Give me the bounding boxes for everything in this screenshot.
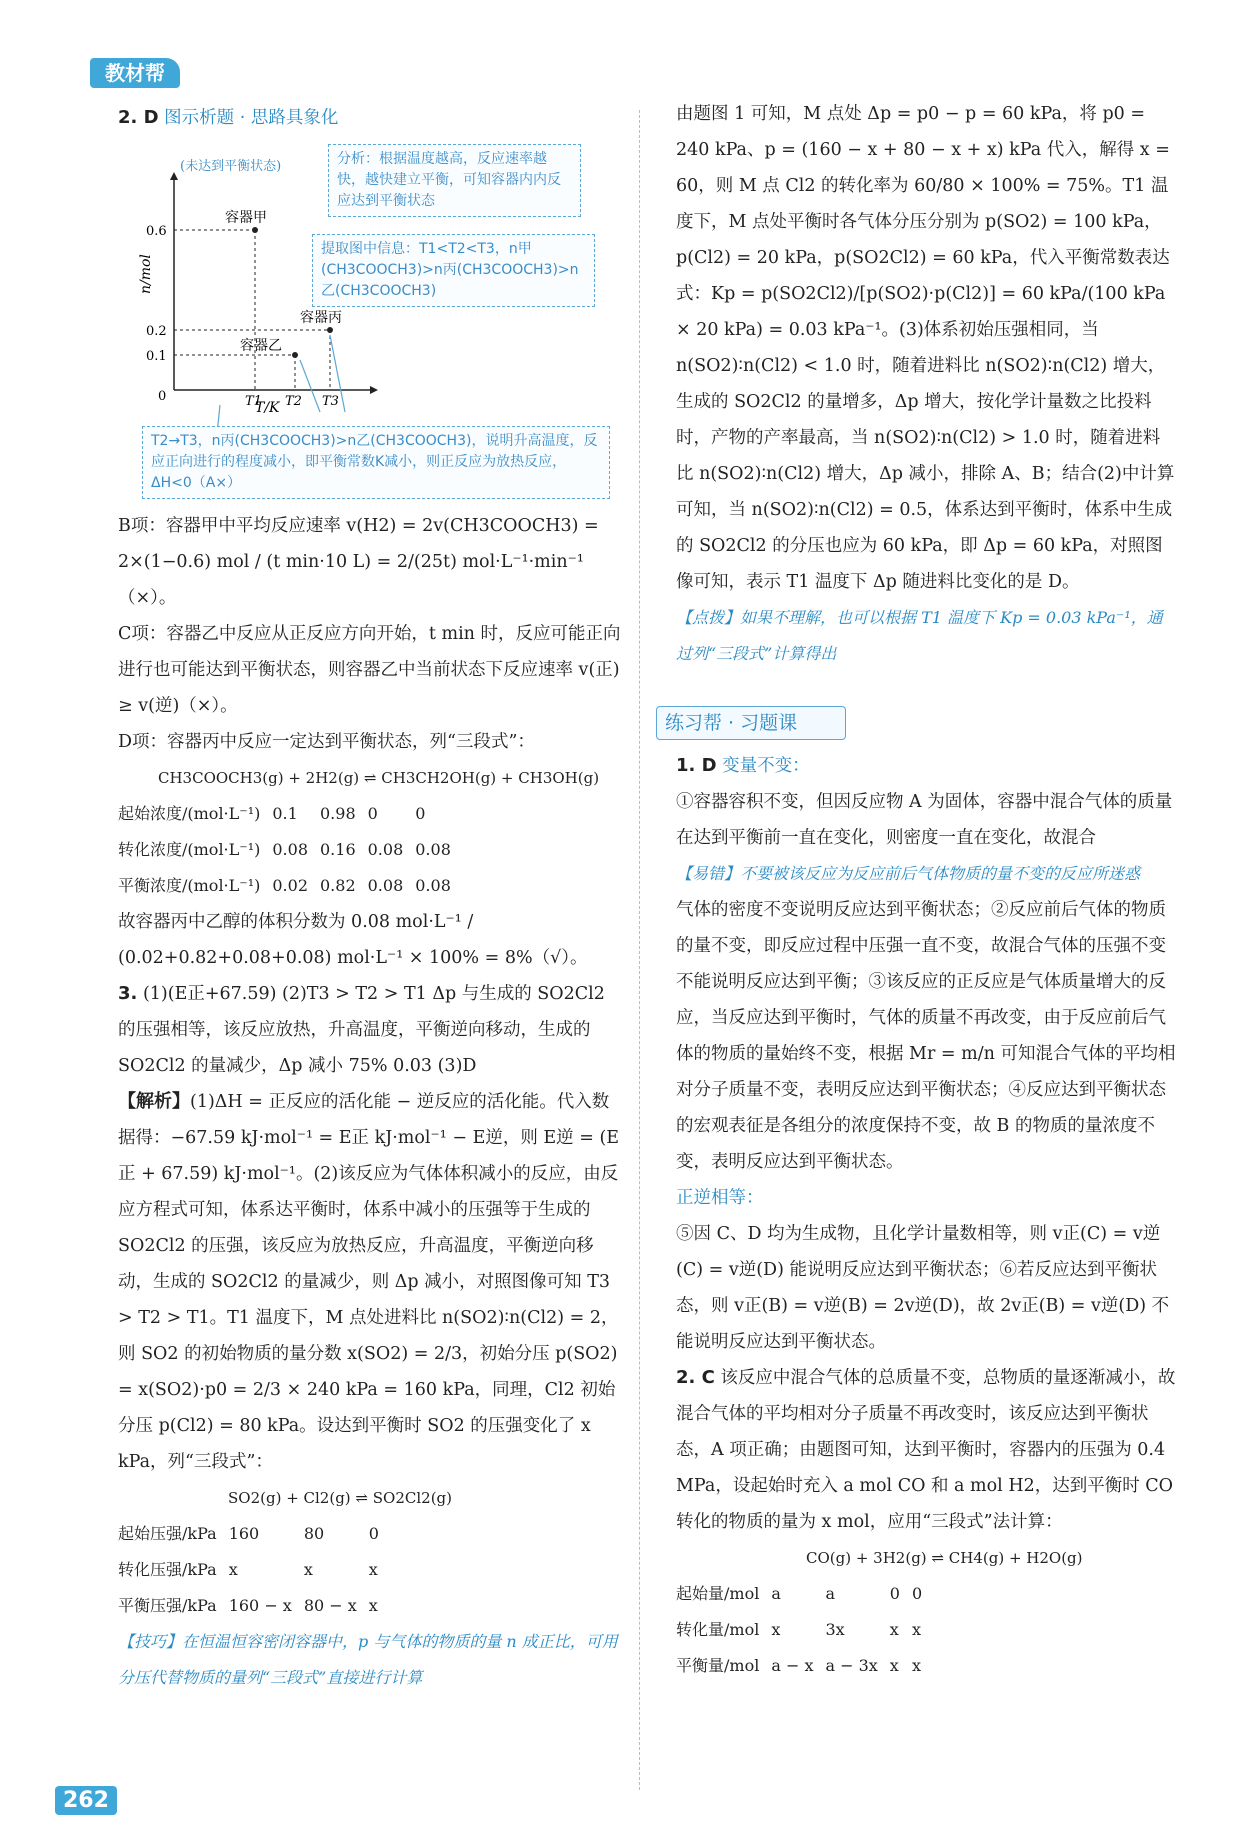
table-row: 平衡量/mol a − x a − 3x x x	[676, 1656, 922, 1675]
y-arrow	[170, 172, 178, 180]
right-body	[676, 748, 1176, 1684]
q3-number: 3.	[118, 983, 138, 1004]
table-row: 转化浓度/(mol·L⁻¹) 0.08 0.16 0.08 0.08	[118, 840, 451, 859]
equation-2: SO2(g) + Cl2(g) ⇌ SO2Cl2(g)	[228, 1489, 452, 1507]
tip-note: 【技巧】在恒温恒容密闭容器中，p 与气体的物质的量 n 成正比，可用分压代替物质的量列“三段式”直接进行计算	[118, 1632, 618, 1687]
q2-title: 图示析题 · 思路具象化	[164, 108, 339, 128]
label-not-balanced: (未达到平衡状态)	[180, 159, 282, 174]
analysis-box-2: 提取图中信息：T1<T2<T3，n甲(CH3COOCH3)>n丙(CH3COOCH3)>n乙(CH3COOCH3)	[312, 234, 595, 307]
label-container-c: 容器丙	[300, 310, 342, 326]
r1-note: 【易错】不要被该反应为反应前后气体物质的量不变的反应所迷惑	[676, 864, 1141, 883]
r1-paragraph-1: ①容器容积不变，但因反应物 A 为固体，容器中混合气体的质量在达到平衡前一直在变化，则密度一直在变化，故混合	[676, 792, 1173, 848]
table-row: 起始压强/kPa 160 80 0	[118, 1524, 379, 1543]
right-note-1: 【点拨】如果不理解，也可以根据 T1 温度下 Kp = 0.03 kPa⁻¹，通过列“三段式”计算得出	[676, 608, 1163, 663]
x-tick-t1: T1	[245, 394, 262, 409]
q3-answer: (1)(E正+67.59) (2)T3 > T2 > T1 Δp 与生成的 SO2Cl2 的压强相等，该反应放热，升高温度，平衡逆向移动，生成的 SO2Cl2 的量减少，Δp 减小 75% 0.03 (3)D	[118, 984, 605, 1076]
point-c	[327, 327, 333, 333]
r2-number: 2. C	[676, 1367, 715, 1388]
x-tick-t3: T3	[322, 394, 339, 409]
table-row: 起始浓度/(mol·L⁻¹) 0.1 0.98 0 0	[118, 804, 426, 823]
equation-3: CO(g) + 3H2(g) ⇌ CH4(g) + H2O(g)	[806, 1549, 1083, 1567]
arrow-line-2	[300, 360, 320, 412]
analysis-box-1: 分析：根据温度越高，反应速率越快，越快建立平衡，可知容器内内反应达到平衡状态	[328, 144, 581, 217]
column-divider	[639, 110, 640, 1790]
right-column	[676, 96, 1176, 672]
x-axis-label: T/K	[255, 400, 280, 416]
equation-1: CH3COOCH3(g) + 2H2(g) ⇌ CH3CH2OH(g) + CH3OH(g)	[158, 769, 600, 787]
analysis-box-3: T2→T3，n丙(CH3COOCH3)>n乙(CH3COOCH3)，说明升高温度，反应正向进行的程度减小，即平衡常数K减小，则正反应为放热反应，ΔH<0（A×）	[142, 426, 610, 499]
r1-number: 1. D	[676, 755, 717, 776]
q3-analysis-label: 【解析】	[118, 1091, 190, 1112]
r1-paragraph-3: ⑤因 C、D 均为生成物，且化学计量数相等，则 v正(C) = v逆(C) = v逆(D) 能说明反应达到平衡状态；⑥若反应达到平衡状态，则 v正(B) = v逆(B) = 2v逆(D)，故 2v正(B) = v逆(D) 不能说明反应达到平衡状态。	[676, 1224, 1170, 1352]
brand-badge: 教材帮	[90, 58, 180, 88]
y-tick-06: 0.6	[146, 224, 167, 239]
r1-head-2: 正逆相等：	[676, 1188, 764, 1208]
table-three-stage-2	[118, 1516, 391, 1624]
y-tick-0: 0	[158, 389, 167, 404]
y-tick-01: 0.1	[146, 349, 167, 364]
item-b: B项：容器甲中平均反应速率 v(H2) = 2v(CH3COOCH3) = 2×(1−0.6) mol / (t min·10 L) = 2/(25t) mol·L⁻¹·min⁻¹（×）。	[118, 516, 599, 608]
item-d-result: 故容器丙中乙醇的体积分数为 0.08 mol·L⁻¹ / (0.02+0.82+0.08+0.08) mol·L⁻¹ × 100% = 8%（√）。	[118, 912, 588, 968]
label-container-a: 容器甲	[225, 210, 267, 226]
left-body	[118, 508, 623, 1696]
section-tab-practice[interactable]: 练习帮 · 习题课	[656, 706, 846, 740]
r2-paragraph: 该反应中混合气体的总质量不变，总物质的量逐渐减小，故混合气体的平均相对分子质量不再改变时，该反应达到平衡状态，A 项正确；由题图可知，达到平衡时，容器内的压强为 0.4 MPa，设起始时充入 a mol CO 和 a mol H2，达到平衡时 CO 转化的物质的量为 x mol，应用“三段式”法计算：	[676, 1368, 1176, 1532]
q3-analysis: (1)ΔH = 正反应的活化能 − 逆反应的活化能。代入数据得：−67.59 kJ·mol⁻¹ = E正 kJ·mol⁻¹ − E逆，则 E逆 = (E正 + 67.59) kJ·mol⁻¹。(2)该反应为气体体积减小的反应，由反应方程式可知，体系达平衡时，体系中减小的压强等于生成的 SO2Cl2 的压强，该反应为放热反应，升高温度，平衡逆向移动，生成的 SO2Cl2 的量减少，则 Δp 减小，对照图像可知 T3 > T2 > T1。T1 温度下，M 点处进料比 n(SO2)∶n(Cl2) = 2，则 SO2 的初始物质的量分数 x(SO2) = 2/3，初始分压 p(SO2) = x(SO2)·p0 = 2/3 × 240 kPa = 160 kPa，同理，Cl2 初始分压 p(Cl2) = 80 kPa。设达到平衡时 SO2 的压强变化了 x kPa，列“三段式”：	[118, 1092, 620, 1472]
item-c: C项：容器乙中反应从正反应方向开始，t min 时，反应可能正向进行也可能达到平衡状态，则容器乙中当前状态下反应速率 v(正) ≥ v(逆)（×）。	[118, 624, 621, 716]
table-three-stage-1	[118, 796, 463, 904]
item-d: D项：容器丙中反应一定达到平衡状态，列“三段式”：	[118, 732, 535, 752]
label-container-b: 容器乙	[240, 338, 282, 354]
left-column	[118, 100, 623, 136]
r1-head: 变量不变：	[722, 756, 810, 776]
table-row: 平衡压强/kPa 160 − x 80 − x x	[118, 1596, 378, 1615]
y-tick-02: 0.2	[146, 324, 167, 339]
table-row: 平衡浓度/(mol·L⁻¹) 0.02 0.82 0.08 0.08	[118, 876, 451, 895]
point-a	[252, 227, 258, 233]
r1-paragraph-2: 气体的密度不变说明反应达到平衡状态；②反应前后气体的物质的量不变，即反应过程中压强一直不变，故混合气体的压强不变不能说明反应达到平衡；③该反应的正反应是气体质量增大的反应，当反应达到平衡时，气体的质量不再改变，由于反应前后气体的物质的量始终不变，根据 Mr = m/n 可知混合气体的平均相对分子质量不变，表明反应达到平衡状态；④反应达到平衡状态的宏观表征是各组分的浓度保持不变，故 B 的物质的量浓度不变，表明反应达到平衡状态。	[676, 900, 1176, 1172]
page-number	[55, 1788, 185, 1818]
page-number-text: 262	[55, 1786, 117, 1815]
right-paragraph-1: 由题图 1 可知，M 点处 Δp = p0 − p = 60 kPa，将 p0 = 240 kPa、p = (160 − x + 80 − x + x) kPa 代入，解得 x = 60，则 M 点 Cl2 的转化率为 60/80 × 100% = 75%。T1 温度下，M 点处平衡时各气体分压分别为 p(SO2) = 100 kPa，p(Cl2) = 20 kPa，p(SO2Cl2) = 60 kPa，代入平衡常数表达式：Kp = p(SO2Cl2)/[p(SO2)·p(Cl2)] = 60 kPa/(100 kPa × 20 kPa) = 0.03 kPa⁻¹。(3)体系初始压强相同，当 n(SO2)∶n(Cl2) < 1.0 时，随着进料比 n(SO2)∶n(Cl2) 增大，生成的 SO2Cl2 的量增多，Δp 增大，按化学计量数之比投料时，产物的产率最高，当 n(SO2)∶n(Cl2) > 1.0 时，随着进料比 n(SO2)∶n(Cl2) 增大，Δp 减小，排除 A、B；结合(2)中计算可知，当 n(SO2)∶n(Cl2) = 0.5，体系达到平衡时，体系中生成的 SO2Cl2 的分压也应为 60 kPa，即 Δp = 60 kPa，对照图像可知，表示 T1 温度下 Δp 随进料比变化的是 D。	[676, 104, 1175, 592]
point-b	[292, 352, 298, 358]
table-row: 转化压强/kPa x x x	[118, 1560, 378, 1579]
table-row: 转化量/mol x 3x x x	[676, 1620, 922, 1639]
x-arrow	[370, 386, 378, 394]
q2-number: 2. D	[118, 107, 159, 128]
table-three-stage-3	[676, 1576, 934, 1684]
y-axis-label: n/mol	[138, 254, 154, 294]
x-tick-t2: T2	[285, 394, 302, 409]
table-row: 起始量/mol a a 0 0	[676, 1584, 923, 1603]
